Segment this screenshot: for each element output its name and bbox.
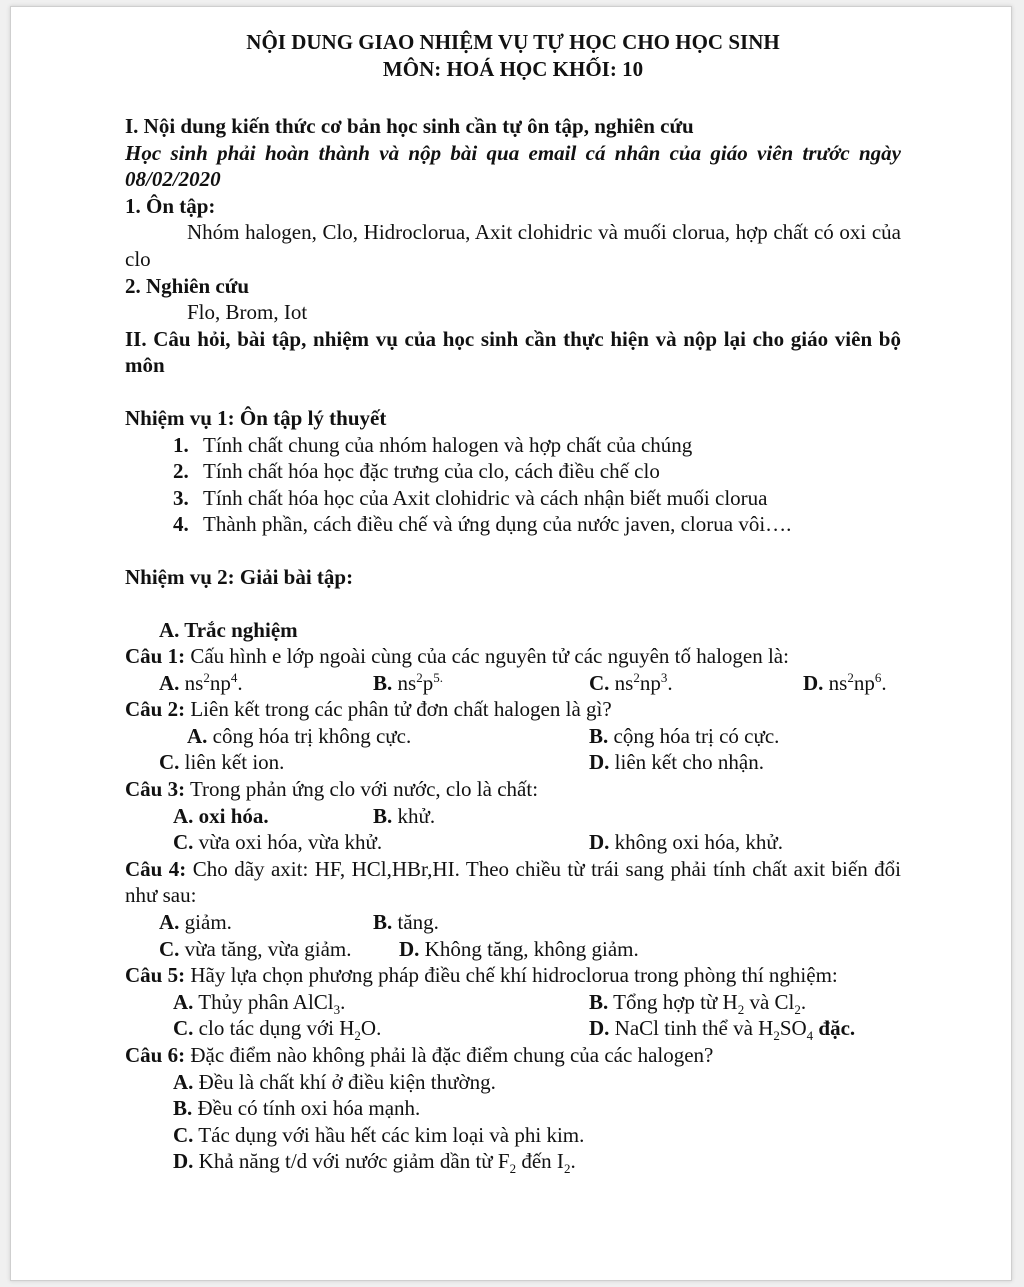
option-a: A. $ns^2np^4$.	[159, 669, 243, 695]
option-b: B. Tổng hợp từ $H_2$ và $Cl_2$.	[589, 989, 807, 1017]
question-6	[125, 1042, 901, 1069]
option-d: D. Khả năng t/d với nước giảm dần từ $F_2$ đến $I_2$.	[173, 1149, 576, 1177]
question-5-options-row-1	[125, 989, 901, 1016]
question-4-options-row-2	[125, 936, 901, 963]
item-number: 1.	[173, 432, 189, 457]
option-c: C. Tác dụng với hầu hết các kim loại và phi kim.	[173, 1122, 585, 1147]
question-text: Hãy lựa chọn phương pháp điều chế khí hidroclorua trong phòng thí nghiệm:	[185, 963, 838, 988]
question-1-options	[125, 670, 901, 697]
question-label: Câu 5:	[125, 963, 186, 988]
question-4-options-row-1	[125, 909, 901, 936]
question-5	[125, 962, 901, 989]
task-2-heading: Nhiệm vụ 2: Giải bài tập:	[125, 564, 354, 589]
item-text: Tính chất chung của nhóm halogen và hợp chất của chúng	[203, 432, 693, 457]
question-5-options-row-2	[125, 1015, 901, 1042]
option-c: C. clo tác dụng với $H_2O$.	[173, 1016, 382, 1044]
option-b: B. Đều có tính oxi hóa mạnh.	[173, 1096, 421, 1121]
task-1-item	[173, 432, 901, 459]
option-a: A. công hóa trị không cực.	[187, 723, 412, 748]
option-a: A. Đều là chất khí ở điều kiện thường.	[173, 1069, 496, 1094]
question-label: Câu 1:	[125, 644, 186, 669]
option-d: D. $ns^2np^6$.	[803, 669, 887, 695]
question-label: Câu 2:	[125, 697, 186, 722]
question-2-options-row-1	[125, 723, 901, 750]
question-label: Câu 4:	[125, 856, 187, 881]
section-2-heading: II. Câu hỏi, bài tập, nhiệm vụ của học sinh cần thực hiện và nộp lại cho giáo viên bộ môn	[125, 326, 901, 378]
research-heading: 2. Nghiên cứu	[125, 273, 250, 298]
task-1-item	[173, 485, 901, 512]
question-3	[125, 776, 901, 803]
part-a-heading: A. Trắc nghiệm	[159, 617, 298, 642]
item-number: 3.	[173, 485, 189, 510]
question-text: Trong phản ứng clo với nước, clo là chất:	[185, 777, 539, 802]
option-b: B. cộng hóa trị có cực.	[589, 723, 780, 748]
review-text: Nhóm halogen, Clo, Hidroclorua, Axit clohidric và muối clorua, hợp chất có oxi của clo	[125, 220, 901, 271]
option-b: B. khử.	[373, 803, 436, 828]
option-d: D. không oxi hóa, khử.	[589, 830, 783, 855]
item-text: Thành phần, cách điều chế và ứng dụng của nước javen, clorua vôi….	[203, 512, 792, 537]
question-text: Liên kết trong các phân tử đơn chất halogen là gì?	[185, 697, 612, 722]
task-1-item	[173, 511, 901, 538]
question-text: Đặc điểm nào không phải là đặc điểm chung của các halogen?	[185, 1043, 714, 1067]
task-1-heading: Nhiệm vụ 1: Ôn tập lý thuyết	[125, 405, 387, 430]
option-c: C. liên kết ion.	[159, 750, 285, 775]
option-a: A. oxi hóa.	[173, 803, 269, 828]
section-1-heading: I. Nội dung kiến thức cơ bản học sinh cần tự ôn tập, nghiên cứu	[125, 114, 694, 138]
question-label: Câu 3:	[125, 777, 186, 802]
option-a: A. giảm.	[159, 910, 232, 935]
document-page	[10, 6, 1012, 1281]
title-line-2: MÔN: HOÁ HỌC KHỐI: 10	[382, 57, 644, 81]
item-text: Tính chất hóa học đặc trưng của clo, cách điều chế clo	[203, 459, 660, 484]
question-2-options-row-2	[125, 749, 901, 776]
question-3-options-row-1	[125, 803, 901, 830]
question-1	[125, 643, 901, 670]
research-text: Flo, Brom, Iot	[187, 300, 308, 325]
option-c: C. vừa oxi hóa, vừa khử.	[173, 830, 383, 855]
task-1-list	[125, 432, 901, 538]
title-line-1: NỘI DUNG GIAO NHIỆM VỤ TỰ HỌC CHO HỌC SINH	[246, 30, 780, 54]
question-text: Cho dãy axit: HF, HCl,HBr,HI. Theo chiều từ trái sang phải tính chất axit biến đổi như sau:	[125, 856, 901, 908]
document-body	[125, 29, 901, 1175]
page-title	[125, 29, 901, 83]
question-4	[125, 856, 901, 909]
question-text: Cấu hình e lớp ngoài cùng của các nguyên tử các nguyên tố halogen là:	[185, 644, 789, 669]
option-d: D. liên kết cho nhận.	[589, 750, 764, 775]
question-label: Câu 6:	[125, 1043, 186, 1067]
question-3-options-row-2	[125, 829, 901, 856]
option-d: D. Không tăng, không giảm.	[399, 936, 639, 961]
option-d: D. NaCl tinh thể và $H_2SO_4$ đặc.	[589, 1016, 856, 1044]
deadline-note: Học sinh phải hoàn thành và nộp bài qua email cá nhân của giáo viên trước ngày 08/02/2020	[125, 140, 901, 192]
option-b: B. tăng.	[373, 910, 439, 935]
item-text: Tính chất hóa học của Axit clohidric và cách nhận biết muối clorua	[203, 485, 768, 510]
option-a: A. Thủy phân AlCl$_3$.	[173, 989, 346, 1017]
task-1-item	[173, 458, 901, 485]
item-number: 2.	[173, 459, 189, 484]
option-c: C. vừa tăng, vừa giảm.	[159, 936, 352, 961]
review-heading: 1. Ôn tập:	[125, 193, 216, 218]
option-c: C. $ns^2np^3$.	[589, 669, 673, 695]
option-b: B. $ns^2p^{5.}$	[373, 669, 443, 695]
question-2	[125, 696, 901, 723]
item-number: 4.	[173, 512, 189, 537]
